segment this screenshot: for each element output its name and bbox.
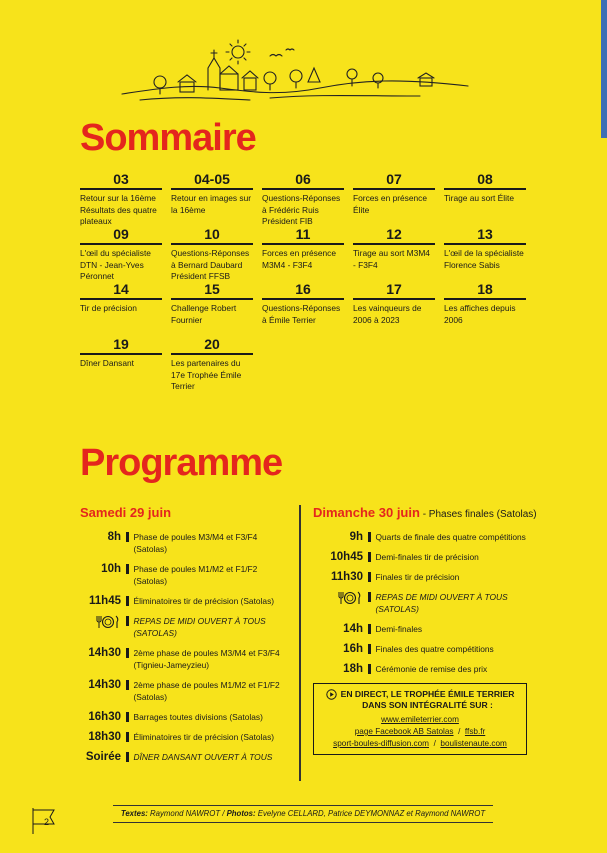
sommaire-item-text: Tirage au sort M3M4 - F3F4 [353, 248, 430, 270]
schedule-bar [368, 644, 371, 654]
village-landscape-illustration [120, 38, 470, 106]
sommaire-item-text: Retour en images sur la 16ème [171, 193, 252, 215]
schedule-text: Phase de poules M1/M2 et F1/F2 (Satolas) [133, 564, 258, 586]
schedule-text: Quarts de finale des quatre compétitions [375, 532, 526, 542]
sommaire-item [171, 280, 253, 335]
schedule-text: DÎNER DANSANT OUVERT À TOUS [133, 752, 273, 762]
schedule-time: 18h [343, 663, 363, 675]
schedule-bar [126, 680, 129, 690]
schedule-bar [126, 616, 129, 626]
sommaire-grid [80, 170, 530, 390]
sommaire-page-number: 12 [353, 225, 435, 245]
sommaire-item [80, 170, 162, 225]
schedule-bar [368, 552, 371, 562]
schedule-item [80, 615, 292, 639]
credits-texts-label: Textes: [120, 809, 148, 818]
credits-photos-value: Evelyne CELLARD, Patrice DEYMONNAZ et Raymond NAWROT [255, 809, 486, 818]
schedule-time: 16h30 [88, 711, 121, 723]
schedule-item [80, 647, 292, 671]
programme-title: Programme [80, 442, 283, 484]
sommaire-item-text: Les affiches depuis 2006 [444, 303, 516, 325]
schedule-item [80, 751, 292, 763]
sunday-subtitle: - Phases finales (Satolas) [419, 509, 537, 520]
edge-tab [601, 0, 607, 138]
sommaire-item [444, 170, 526, 225]
schedule-text: Cérémonie de remise des prix [375, 664, 488, 674]
schedule-time: 8h [107, 531, 121, 543]
schedule-item [80, 531, 292, 555]
schedule-time: 11h30 [331, 571, 363, 583]
sommaire-page-number: 17 [353, 280, 435, 300]
sommaire-row [80, 280, 530, 335]
sommaire-item [262, 170, 344, 225]
schedule-bar [126, 752, 129, 762]
link-sport-boules-diffusion[interactable]: sport-boules-diffusion.com [333, 739, 429, 748]
sommaire-item-text: Tirage au sort Élite [444, 193, 514, 203]
sommaire-item [444, 225, 526, 280]
sommaire-page-number: 04-05 [171, 170, 253, 190]
saturday-title: Samedi 29 juin [80, 505, 172, 520]
schedule-bar [126, 648, 129, 658]
sommaire-item [171, 170, 253, 225]
sommaire-row [80, 335, 530, 390]
sommaire-item [262, 225, 344, 280]
schedule-time: 14h30 [88, 679, 121, 691]
schedule-text: REPAS DE MIDI OUVERT À TOUS (SATOLAS) [375, 592, 508, 614]
sommaire-item-text: Forces en présence M3M4 - F3F4 [262, 248, 337, 270]
schedule-bar [126, 712, 129, 722]
schedule-time: 10h [101, 563, 121, 575]
sommaire-page-number: 08 [444, 170, 526, 190]
schedule-item [80, 711, 292, 723]
schedule-text: Éliminatoires tir de précision (Satolas) [133, 596, 275, 606]
schedule-bar [126, 532, 129, 542]
sommaire-item [80, 335, 162, 390]
schedule-text: Finales tir de précision [375, 572, 460, 582]
schedule-item [313, 531, 527, 543]
sommaire-page-number: 07 [353, 170, 435, 190]
schedule-time: 10h45 [330, 551, 363, 563]
column-divider [299, 505, 301, 781]
schedule-item [80, 731, 292, 743]
schedule-text: 2ème phase de poules M1/M2 et F1/F2 (Satolas) [133, 680, 280, 702]
schedule-time: 16h [343, 643, 363, 655]
sunday-column [313, 505, 537, 755]
sommaire-item [80, 280, 162, 335]
sommaire-page-number: 06 [262, 170, 344, 190]
schedule-item [80, 563, 292, 587]
schedule-text: Finales des quatre compétitions [375, 644, 494, 654]
sommaire-item-text: Questions-Réponses à Émile Terrier [262, 303, 341, 325]
play-icon [326, 689, 337, 700]
meal-icon [313, 591, 363, 610]
schedule-item [313, 663, 527, 675]
sommaire-item [353, 170, 435, 225]
sommaire-page-number: 11 [262, 225, 344, 245]
live-title-line2: DANS SON INTÉGRALITÉ SUR : [362, 700, 493, 710]
link-emileterrier[interactable]: www.emileterrier.com [381, 715, 459, 724]
sommaire-item-text: Challenge Robert Fournier [171, 303, 237, 325]
link-ffsb[interactable]: ffsb.fr [464, 727, 486, 736]
live-title-line1: EN DIRECT, LE TROPHÉE ÉMILE TERRIER [340, 689, 515, 699]
schedule-text: 2ème phase de poules M3/M4 et F3/F4 (Tignieu-Jameyzieu) [133, 648, 280, 670]
sommaire-page-number: 03 [80, 170, 162, 190]
schedule-item [313, 643, 527, 655]
schedule-item [80, 595, 292, 607]
sommaire-page-number: 13 [444, 225, 526, 245]
sommaire-row [80, 225, 530, 280]
saturday-events [80, 531, 292, 763]
sommaire-page-number: 19 [80, 335, 162, 355]
link-separator: / [458, 727, 461, 736]
schedule-text: Éliminatoires tir de précision (Satolas) [133, 732, 275, 742]
schedule-time: 18h30 [88, 731, 121, 743]
link-boulistenaute[interactable]: boulistenaute.com [440, 739, 507, 748]
schedule-text: REPAS DE MIDI OUVERT À TOUS (SATOLAS) [133, 616, 266, 638]
photo-credits [113, 805, 493, 823]
sommaire-item-text: Forces en présence Élite [353, 193, 428, 215]
link-facebook[interactable]: page Facebook AB Satolas [354, 727, 454, 736]
sunday-title [313, 505, 537, 523]
sommaire-page-number: 10 [171, 225, 253, 245]
schedule-item [313, 571, 527, 583]
sommaire-title: Sommaire [80, 117, 256, 159]
sommaire-item [444, 280, 526, 335]
sommaire-page-number: 14 [80, 280, 162, 300]
meal-icon [80, 615, 121, 634]
link-separator-2: / [433, 739, 436, 748]
sommaire-item-text: Les vainqueurs de 2006 à 2023 [353, 303, 422, 325]
live-title [320, 689, 520, 711]
schedule-bar [126, 732, 129, 742]
sommaire-page-number: 20 [171, 335, 253, 355]
schedule-bar [368, 664, 371, 674]
schedule-text: Barrages toutes divisions (Satolas) [133, 712, 263, 722]
sommaire-page-number: 15 [171, 280, 253, 300]
schedule-bar [368, 532, 371, 542]
sommaire-page-number: 18 [444, 280, 526, 300]
schedule-text: Demi-finales tir de précision [375, 552, 479, 562]
schedule-time: Soirée [85, 751, 121, 763]
schedule-time: 9h [349, 531, 363, 543]
sommaire-item-text: Dîner Dansant [80, 358, 134, 368]
sunday-title-text: Dimanche 30 juin [313, 505, 420, 520]
sommaire-row [80, 170, 530, 225]
sommaire-item [171, 225, 253, 280]
schedule-time: 14h [343, 623, 363, 635]
schedule-item [313, 551, 527, 563]
schedule-text: Demi-finales [375, 624, 423, 634]
schedule-bar [126, 564, 129, 574]
sommaire-item [353, 280, 435, 335]
sommaire-item-text: Tir de précision [80, 303, 137, 313]
sunday-events [313, 531, 527, 675]
sommaire-item-text: L'œil de la spécialiste Florence Sabis [444, 248, 524, 270]
schedule-bar [126, 596, 129, 606]
sommaire-item-text: Retour sur la 16ème Résultats des quatre plateaux [80, 193, 157, 226]
sommaire-item [353, 225, 435, 280]
sommaire-item [262, 280, 344, 335]
schedule-item [80, 679, 292, 703]
sommaire-item-text: Questions-Réponses à Frédéric Ruis Président FIB [262, 193, 341, 226]
credits-photos-label: Photos: [226, 809, 256, 818]
schedule-item [313, 623, 527, 635]
schedule-time: 14h30 [88, 647, 121, 659]
sommaire-item-text: L'œil du spécialiste DTN - Jean-Yves Péronnet [80, 248, 151, 281]
schedule-item [313, 591, 527, 615]
schedule-bar [368, 572, 371, 582]
sommaire-item-text: Les partenaires du 17e Trophée Émile Terrier [171, 358, 242, 391]
sommaire-page-number: 09 [80, 225, 162, 245]
sommaire-item-text: Questions-Réponses à Bernard Daubard Président FFSB [171, 248, 250, 281]
credits-texts-value: Raymond NAWROT / [147, 809, 227, 818]
saturday-column [80, 505, 292, 763]
schedule-bar [368, 592, 371, 602]
live-broadcast-box [313, 683, 527, 755]
sommaire-page-number: 16 [262, 280, 344, 300]
sommaire-item [171, 335, 253, 390]
page-number: 2 [44, 817, 50, 827]
schedule-time: 11h45 [89, 595, 121, 607]
schedule-bar [368, 624, 371, 634]
sommaire-item [80, 225, 162, 280]
schedule-text: Phase de poules M3/M4 et F3/F4 (Satolas) [133, 532, 258, 554]
